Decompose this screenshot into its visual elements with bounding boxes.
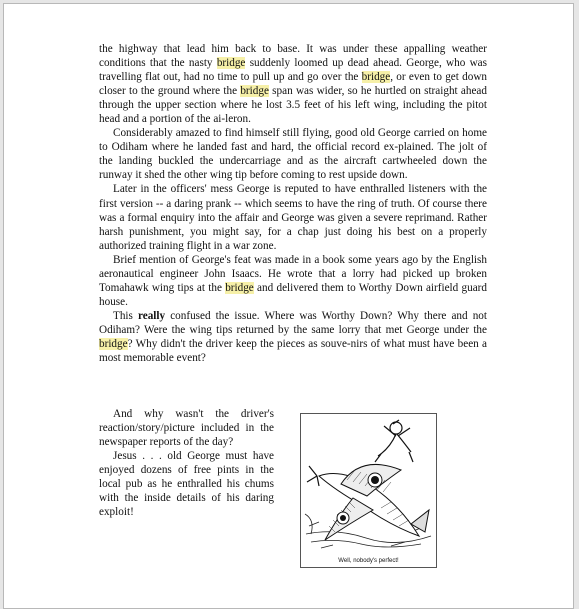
paragraph-5: This really confused the issue. Where was Worthy Down? Why there and not Odiham? Were the wing tips returned by the same lorry that met George under the bridge? Why didn't the driver keep the pieces as souve-nirs of what must have been a most memorable event?	[99, 309, 487, 365]
highlight-bridge: bridge	[99, 337, 128, 350]
document-page	[3, 3, 574, 609]
body-text	[99, 42, 487, 365]
figure-caption: Well, nobody's perfect!	[338, 558, 399, 564]
highlight-bridge: bridge	[225, 281, 254, 294]
paragraph-2: Considerably amazed to find himself still flying, good old George carried on home to Odiham where he landed fast and hard, the official record ex-plained. The jolt of the landing buckled the undercarriage and as the aircraft cartwheeled down the runway it shed the other wing tip before coming to rest upside down.	[99, 127, 487, 182]
cartoon-figure	[300, 413, 437, 568]
side-text	[99, 407, 274, 519]
paragraph-7: Jesus . . . old George must have enjoyed dozens of free pints in the local pub as he enthralled his chums with the inside details of his daring exploit!	[99, 450, 274, 519]
highlight-bridge: bridge	[240, 85, 269, 98]
highlight-bridge: bridge	[216, 57, 246, 70]
highlight-bridge: bridge	[361, 71, 391, 84]
paragraph-1: the highway that lead him back to base. It was under these appalling weather conditions that the nasty bridge suddenly loomed up dead ahead. George, who was travelling flat out, had no time to pull up and go over the bridge, or even to get down closer to the ground where the bridge span was wider, so he hurtled on straight ahead through the upper section where he lost 3.5 feet of his left wing, including the pitot head and a portion of the ai-leron.	[99, 43, 488, 126]
spitfire-crash-illustration	[301, 414, 436, 554]
paragraph-6: And why wasn't the driver's reaction/story/picture included in the newspaper reports of the day?	[99, 408, 274, 449]
paragraph-3: Later in the officers' mess George is reputed to have enthralled listeners with the first version -- a daring prank -- which seems to have the ring of truth. Of course there was a formal enquiry into the affair and George was given a severe reprimand. Rather harsh punishment, you might say, for a chap just doing his best on a properly authorized training flight in a war zone.	[99, 183, 487, 252]
paragraph-4: Brief mention of George's feat was made in a book some years ago by the English aeronautical engineer John Isaacs. He wrote that a lorry had picked up broken Tomahawk wing tips at the bridge and delivered them to Worthy Down airfield guard house.	[99, 253, 487, 308]
